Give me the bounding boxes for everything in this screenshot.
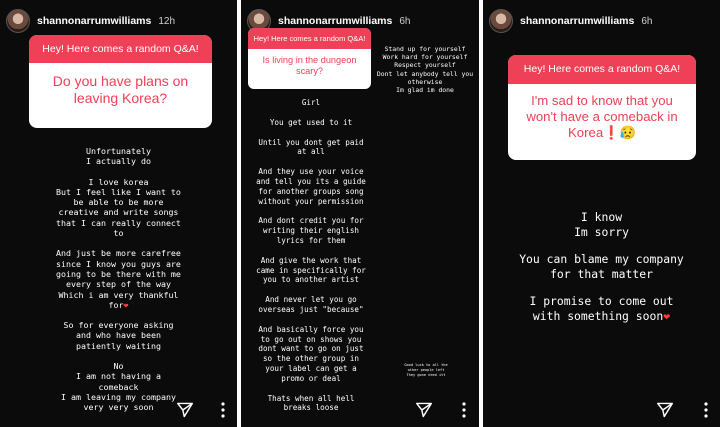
text-line-content: They gone need itt: [406, 372, 446, 377]
text-line: [243, 266, 379, 276]
text-line: [243, 226, 379, 236]
qa-question: Do you have plans on leaving Korea?: [52, 73, 189, 106]
text-line: [243, 236, 379, 246]
text-line: [487, 210, 716, 225]
text-line-content: I am leaving my company: [61, 391, 176, 402]
story-panel-3[interactable]: [483, 0, 720, 427]
text-line-content: Unfortunately: [86, 146, 151, 156]
line-gap: [243, 285, 379, 295]
small-note-text: [391, 363, 461, 377]
text-line-content: Thats when all hell: [267, 393, 355, 403]
text-line: [10, 382, 227, 392]
text-line-content: promo or deal: [281, 373, 341, 383]
text-line-content: lyrics for them: [276, 235, 346, 245]
answer-text: [487, 210, 716, 323]
post-time: 6h: [399, 15, 411, 27]
text-line-content: going to be there with me: [56, 268, 181, 279]
text-line: [10, 300, 227, 310]
more-vertical-icon[interactable]: [220, 401, 226, 419]
text-line-content: Dont let anybody tell you: [376, 69, 474, 78]
text-line-content: you to another artist: [262, 275, 359, 285]
text-line-content: And give the work that: [260, 255, 362, 265]
exclamation-emoji: ❗: [603, 125, 620, 140]
text-line-content: Girl: [301, 98, 321, 107]
story-panel-1[interactable]: [0, 0, 237, 427]
text-line: [487, 252, 716, 267]
text-line-content: But I feel like I want to: [56, 186, 181, 197]
text-line-content: very very soon: [83, 402, 154, 413]
text-line: [10, 207, 227, 217]
text-line-content: to: [113, 228, 124, 239]
text-line-content: Until you dont get paid: [258, 137, 364, 147]
line-gap: [243, 246, 379, 256]
text-line: [243, 295, 379, 305]
text-line: [487, 309, 716, 324]
username[interactable]: shannonarrumwilliams: [37, 15, 152, 27]
text-line-content: And dont credit you for: [258, 216, 364, 226]
text-line: [243, 197, 379, 207]
text-line: [10, 392, 227, 402]
text-line-content: every step of the way: [66, 279, 171, 290]
text-line-content: I promise to come out: [529, 294, 674, 308]
text-line: [373, 45, 477, 53]
text-line: [243, 335, 379, 345]
qa-sticker: [29, 35, 212, 128]
line-gap: [243, 206, 379, 216]
text-line-content: Which i am very thankful: [58, 289, 179, 300]
text-line: [10, 228, 227, 238]
text-line-content: So for everyone asking: [63, 320, 174, 331]
qa-header: Hey! Here comes a random Q&A!: [508, 55, 696, 84]
answer-text: [243, 98, 379, 413]
text-line: [243, 256, 379, 266]
text-line: [243, 98, 379, 108]
text-line: [243, 216, 379, 226]
line-gap: [487, 239, 716, 252]
text-line-content: I love korea: [88, 176, 149, 187]
username[interactable]: shannonarrumwilliams: [278, 15, 393, 27]
text-line-content: Work hard for yourself: [382, 53, 468, 62]
text-line-content: dont want to go on just: [258, 344, 364, 354]
post-time: 12h: [158, 15, 176, 27]
avatar[interactable]: [6, 9, 30, 33]
text-line-content: patiently waiting: [76, 340, 161, 351]
text-line: [10, 290, 227, 300]
text-line: [243, 147, 379, 157]
text-line-content: and who have been: [76, 330, 161, 341]
text-line-content: your label can get a: [265, 363, 357, 373]
text-line: [243, 118, 379, 128]
qa-sticker: [508, 55, 696, 160]
text-line: [243, 167, 379, 177]
text-line: [10, 402, 227, 412]
qa-header: Hey! Here comes a random Q&A!: [29, 35, 212, 63]
line-gap: [487, 281, 716, 294]
text-line: [243, 177, 379, 187]
text-line: [10, 361, 227, 371]
line-gap: [10, 167, 227, 177]
qa-question: Is living in the dungeon scary?: [262, 55, 357, 76]
text-line: [373, 78, 477, 86]
text-line: [487, 294, 716, 309]
text-line-content: for: [108, 299, 124, 310]
text-line: [10, 279, 227, 289]
text-line-content: Good luck to all the: [404, 363, 448, 367]
text-line: [487, 267, 716, 282]
text-line: [243, 325, 379, 335]
text-line: [243, 275, 379, 285]
heart-emoji: ❤: [663, 308, 671, 323]
text-line-content: Stand up for yourself: [384, 45, 466, 53]
text-line: [10, 187, 227, 197]
text-line-content: to go out on shows you: [260, 334, 362, 344]
text-line-content: be able to be more: [73, 197, 164, 208]
post-time: 6h: [641, 15, 653, 27]
line-gap: [10, 238, 227, 248]
text-line: [243, 138, 379, 148]
text-line-content: Respect yourself: [394, 61, 456, 70]
side-note-text: [373, 45, 477, 94]
text-line: [10, 269, 227, 279]
text-line-content: I am not having a: [76, 371, 161, 382]
username[interactable]: shannonarrumwilliams: [520, 15, 635, 27]
line-gap: [243, 315, 379, 325]
line-gap: [243, 384, 379, 394]
text-line-content: Im sorry: [574, 224, 629, 239]
qa-sticker: [248, 28, 371, 89]
text-line: [243, 394, 379, 404]
text-line: [243, 344, 379, 354]
text-line-content: breaks loose: [283, 403, 339, 413]
text-line: [10, 146, 227, 156]
line-gap: [10, 351, 227, 361]
text-line-content: And just be more carefree: [56, 248, 181, 259]
line-gap: [243, 128, 379, 138]
send-icon[interactable]: [176, 402, 194, 418]
text-line: [373, 61, 477, 69]
send-icon[interactable]: [415, 402, 433, 418]
text-line: [10, 341, 227, 351]
text-line-content: with something soon: [532, 308, 664, 323]
text-line-content: came in specifically for: [256, 265, 366, 275]
text-line: [10, 320, 227, 330]
text-line: [10, 177, 227, 187]
text-line-content: You get used to it: [269, 117, 353, 127]
more-vertical-icon[interactable]: [703, 401, 709, 419]
text-line-content: that I can really connect: [56, 217, 181, 228]
text-line-content: You can blame my company: [519, 252, 684, 266]
line-gap: [10, 310, 227, 320]
text-line: [10, 248, 227, 258]
text-line-content: so the other group in: [262, 354, 359, 364]
text-line: [10, 156, 227, 166]
text-line: [10, 259, 227, 269]
text-line: [243, 187, 379, 197]
text-line: [10, 330, 227, 340]
text-line-content: other people left: [407, 367, 445, 372]
text-line-content: for another groups song: [258, 186, 364, 196]
text-line-content: and tell you its a guide: [256, 176, 366, 186]
text-line-content: without your permission: [258, 196, 364, 206]
text-line-content: And never let you go: [265, 295, 357, 305]
text-line: [243, 374, 379, 384]
qa-question: [508, 84, 696, 141]
qa-header: Hey! Here comes a random Q&A!: [248, 28, 371, 49]
text-line: [373, 70, 477, 78]
text-line: [243, 403, 379, 413]
answer-text: [10, 146, 227, 413]
story-header: [489, 8, 716, 34]
sad-face-emoji: 😥: [619, 125, 637, 140]
text-line-content: comeback: [98, 381, 139, 392]
text-line: [243, 305, 379, 315]
text-line: [391, 373, 461, 378]
line-gap: [243, 108, 379, 118]
text-line: [487, 225, 716, 240]
text-line: [373, 86, 477, 94]
avatar[interactable]: [489, 9, 513, 33]
text-line-content: at all: [297, 147, 325, 157]
text-line-content: for that matter: [550, 266, 653, 281]
text-line: [10, 197, 227, 207]
heart-emoji: ❤: [123, 299, 129, 310]
text-line-content: And basically force you: [258, 324, 364, 334]
text-line-content: writing their english: [262, 226, 359, 236]
text-line-content: otherwise: [407, 77, 443, 86]
qa-question-text: I'm sad to know that you won't have a comeback in Korea: [526, 93, 678, 140]
text-line-content: I know: [580, 210, 623, 224]
text-line-content: Im glad im done: [396, 86, 454, 95]
text-line-content: since I know you guys are: [56, 258, 181, 269]
text-line-content: overseas just "because": [258, 304, 364, 314]
line-gap: [243, 157, 379, 167]
more-vertical-icon[interactable]: [461, 401, 467, 419]
story-panel-2[interactable]: [241, 0, 479, 427]
text-line-content: I actually do: [86, 156, 151, 167]
text-line-content: And they use your voice: [258, 167, 364, 177]
text-line: [243, 364, 379, 374]
send-icon[interactable]: [656, 402, 674, 418]
text-line: [10, 371, 227, 381]
text-line: [373, 53, 477, 61]
text-line-content: No: [113, 361, 124, 372]
story-header: [6, 8, 233, 34]
text-line-content: creative and write songs: [58, 207, 179, 218]
text-line: [10, 218, 227, 228]
text-line: [243, 354, 379, 364]
